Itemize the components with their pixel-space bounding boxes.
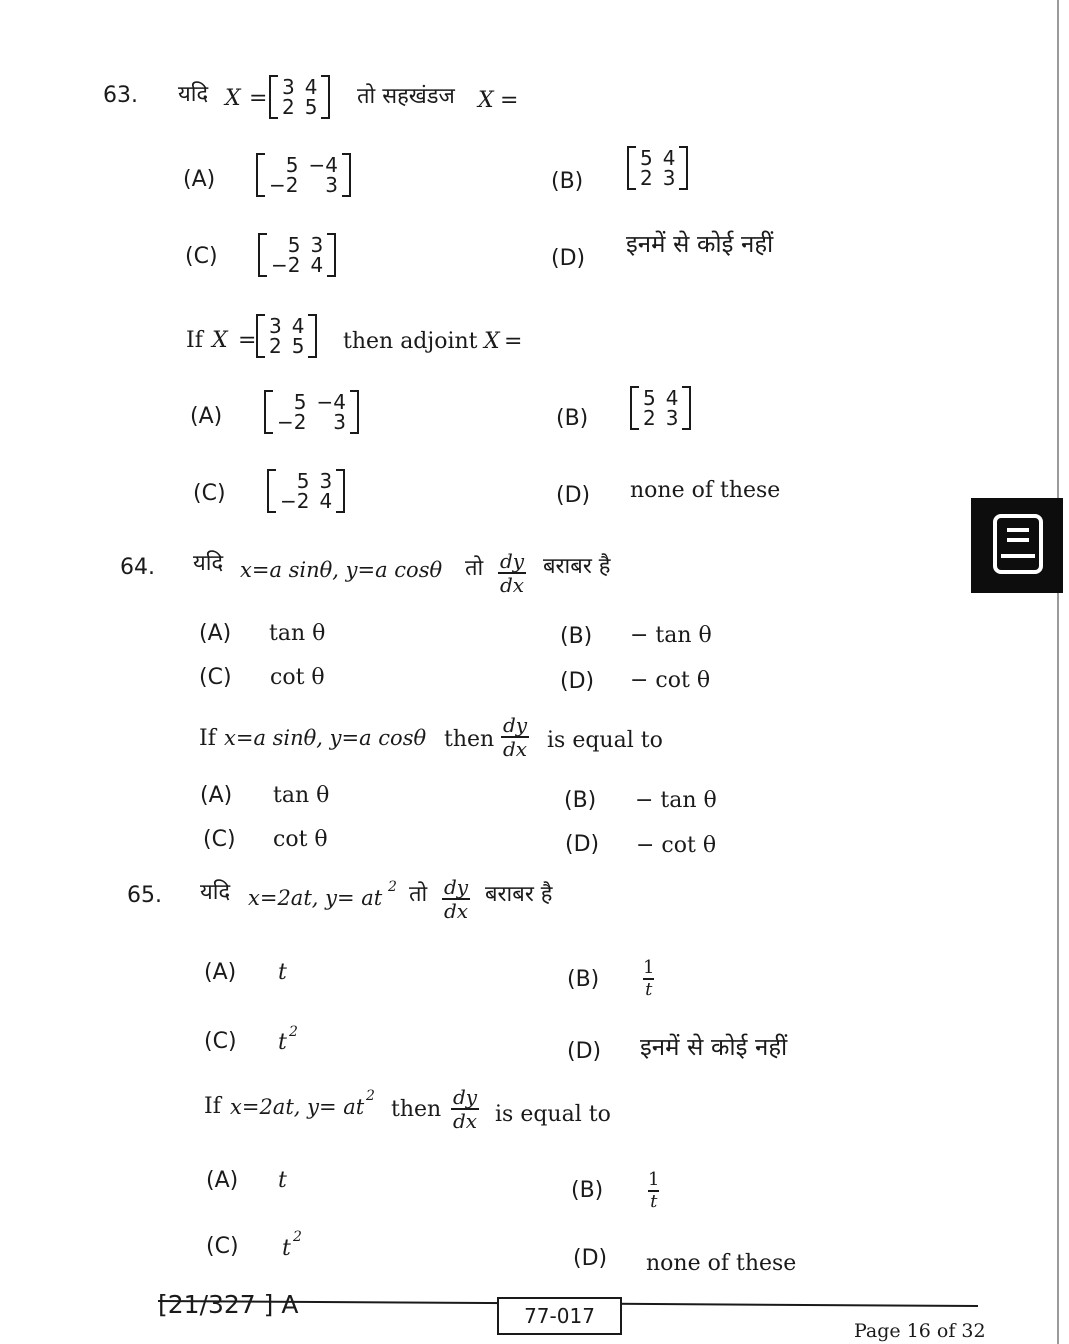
- q65-hi-option-a-label: (A): [204, 960, 237, 985]
- q64-en-option-b-label: (B): [564, 788, 597, 813]
- question-number-65: 65.: [127, 883, 162, 908]
- q65-hi-option-d-label: (D): [567, 1039, 602, 1064]
- page-number: Page 16 of 32: [854, 1320, 986, 1342]
- q63-en-option-b-label: (B): [556, 406, 589, 431]
- q63-hi-option-b-label: (B): [551, 169, 584, 194]
- q65-en-option-a-label: (A): [206, 1168, 239, 1193]
- q64-en-suffix: is equal to: [547, 728, 663, 753]
- q63-en-option-c-matrix: 5 3 −2 4: [267, 469, 345, 513]
- q65-hi-option-c-exponent: 2: [289, 1024, 298, 1040]
- q64-en-then: then: [444, 727, 495, 752]
- q64-en-option-a-label: (A): [200, 783, 233, 808]
- q64-hi-then: तो: [465, 556, 484, 581]
- q63-en-prefix: If: [186, 328, 203, 353]
- q65-hi-option-b-label: (B): [567, 967, 600, 992]
- q65-hi-exponent: 2: [388, 879, 397, 895]
- q63-en-matrix: 3 4 2 5: [256, 314, 317, 358]
- q63-en-var: X: [212, 328, 228, 353]
- q65-en-derivative: $\frac{dy}{dx}$: [453, 1085, 478, 1133]
- q65-hi-option-c-label: (C): [204, 1029, 237, 1054]
- q64-en-option-c-label: (C): [203, 827, 236, 852]
- q64-en-option-d-label: (D): [565, 832, 600, 857]
- q63-hi-var2: X: [478, 88, 494, 113]
- q64-hi-option-c-text: cot θ: [270, 665, 325, 690]
- q63-hi-option-b-matrix: 5 4 2 3: [627, 146, 688, 190]
- q65-hi-then: तो: [409, 882, 428, 907]
- q65-hi-option-a-text: t: [278, 960, 287, 985]
- q64-en-prefix: If: [199, 726, 216, 751]
- q63-hi-var: X: [225, 86, 241, 111]
- q63-en-option-d-label: (D): [556, 483, 591, 508]
- q63-hi-prefix: यदि: [178, 82, 209, 107]
- q65-hi-prefix: यदि: [200, 880, 231, 905]
- q63-en-equals: =: [238, 328, 257, 353]
- q63-hi-option-a-matrix: 5 −4 −2 3: [256, 153, 351, 197]
- q65-en-exponent: 2: [366, 1088, 375, 1104]
- q63-en-option-b-matrix: 5 4 2 3: [630, 386, 691, 430]
- notes-icon: [993, 514, 1043, 574]
- q64-hi-option-b-text: − tan θ: [630, 623, 712, 648]
- q63-hi-matrix: 3 4 2 5: [269, 75, 330, 119]
- q65-en-option-b-fraction: $\frac{1}{t}$: [648, 1169, 660, 1212]
- q63-en-option-c-label: (C): [193, 481, 226, 506]
- q63-en-var2: X: [484, 329, 500, 354]
- q65-en-option-d-text: none of these: [646, 1251, 797, 1276]
- q64-en-derivative: $\frac{dy}{dx}$: [503, 713, 528, 761]
- q63-hi-option-a-label: (A): [183, 167, 216, 192]
- q63-hi-equals: =: [249, 86, 268, 111]
- q63-hi-option-d-label: (D): [551, 246, 586, 271]
- q64-en-option-c-text: cot θ: [273, 827, 328, 852]
- q64-en-option-a-text: tan θ: [273, 783, 330, 808]
- q64-hi-option-d-text: − cot θ: [630, 668, 711, 693]
- q65-en-option-c-exponent: 2: [293, 1229, 302, 1245]
- q63-en-option-a-matrix: 5 −4 −2 3: [264, 390, 359, 434]
- q63-en-option-d-text: none of these: [630, 478, 781, 503]
- q64-hi-option-b-label: (B): [560, 624, 593, 649]
- q63-en-option-a-label: (A): [190, 404, 223, 429]
- q63-en-equals2: =: [504, 329, 523, 354]
- q65-en-then: then: [391, 1097, 442, 1122]
- q63-hi-option-d-text: इनमें से कोई नहीं: [626, 230, 774, 258]
- q65-en-option-a-text: t: [278, 1168, 287, 1193]
- q65-en-option-c-base: t: [282, 1236, 291, 1261]
- q65-hi-expression: x=2at, y= at: [248, 886, 383, 910]
- q65-en-expression: x=2at, y= at: [230, 1095, 365, 1119]
- q64-en-expression: x=a sinθ, y=a cosθ: [224, 726, 427, 750]
- q65-hi-derivative: $\frac{dy}{dx}$: [444, 875, 469, 923]
- notes-icon-button[interactable]: [971, 498, 1063, 593]
- q64-hi-prefix: यदि: [193, 551, 224, 576]
- q63-hi-then: तो सहखंडज: [357, 84, 455, 109]
- q65-hi-option-d-text: इनमें से कोई नहीं: [640, 1033, 788, 1061]
- q65-hi-suffix: बराबर है: [485, 882, 553, 907]
- q64-hi-option-d-label: (D): [560, 669, 595, 694]
- booklet-code-box: 77-017: [497, 1297, 622, 1335]
- question-number-64: 64.: [120, 555, 155, 580]
- page-edge: [1057, 0, 1059, 1344]
- q65-en-option-c-label: (C): [206, 1234, 239, 1259]
- q64-en-option-d-text: − cot θ: [636, 833, 717, 858]
- q65-en-option-b-label: (B): [571, 1178, 604, 1203]
- q65-hi-option-b-fraction: $\frac{1}{t}$: [643, 957, 655, 1000]
- q64-hi-suffix: बराबर है: [543, 554, 611, 579]
- question-number-63: 63.: [103, 83, 138, 108]
- q63-hi-equals2: =: [500, 88, 519, 113]
- q65-en-prefix: If: [204, 1094, 221, 1119]
- q65-en-option-d-label: (D): [573, 1246, 608, 1271]
- q64-hi-option-c-label: (C): [199, 665, 232, 690]
- q64-hi-option-a-text: tan θ: [269, 621, 326, 646]
- q64-hi-derivative: $\frac{dy}{dx}$: [500, 549, 525, 597]
- q64-hi-option-a-label: (A): [199, 621, 232, 646]
- q63-en-then: then adjoint: [343, 329, 478, 354]
- q65-hi-option-c-base: t: [278, 1030, 287, 1055]
- q63-hi-option-c-matrix: 5 3 −2 4: [258, 233, 336, 277]
- q64-en-option-b-text: − tan θ: [635, 788, 717, 813]
- q64-hi-expression: x=a sinθ, y=a cosθ: [240, 558, 443, 582]
- q63-hi-option-c-label: (C): [185, 244, 218, 269]
- q65-en-suffix: is equal to: [495, 1102, 611, 1127]
- paper-code: [21/327 ] A: [158, 1290, 299, 1319]
